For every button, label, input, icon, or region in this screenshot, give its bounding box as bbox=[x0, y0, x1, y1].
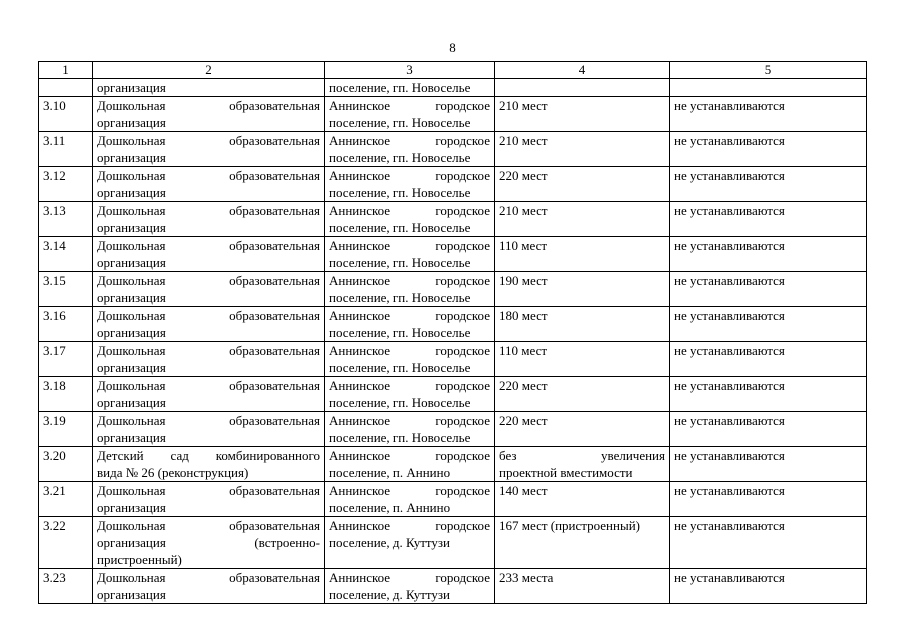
row-number: 3.11 bbox=[39, 132, 93, 167]
protection-zone-line: не устанавливаются bbox=[674, 413, 785, 428]
facility-location-line: Аннинское городское bbox=[329, 448, 490, 463]
facility-location bbox=[325, 377, 495, 412]
facility-capacity-line: 210 мест bbox=[499, 98, 548, 113]
protection-zone-line: не устанавливаются bbox=[674, 378, 785, 393]
facility-capacity bbox=[495, 412, 670, 447]
table-row bbox=[39, 167, 867, 202]
facility-location bbox=[325, 79, 495, 97]
row-number: 3.13 bbox=[39, 202, 93, 237]
facility-capacity-line: 220 мест bbox=[499, 413, 548, 428]
facility-name-line: Дошкольная образовательная bbox=[97, 483, 320, 498]
protection-zone bbox=[670, 202, 867, 237]
facility-location bbox=[325, 342, 495, 377]
facility-capacity-line: 180 мест bbox=[499, 308, 548, 323]
facility-name-line: Дошкольная образовательная bbox=[97, 343, 320, 358]
facility-location-line: поселение, гп. Новоселье bbox=[329, 395, 471, 410]
facility-name bbox=[93, 569, 325, 604]
facility-location bbox=[325, 132, 495, 167]
facility-name-line: организация bbox=[97, 115, 166, 130]
table-row bbox=[39, 272, 867, 307]
facility-capacity bbox=[495, 447, 670, 482]
table-row bbox=[39, 342, 867, 377]
column-number-4: 4 bbox=[495, 62, 670, 79]
facility-name-line: Дошкольная образовательная bbox=[97, 308, 320, 323]
facility-capacity bbox=[495, 377, 670, 412]
protection-zone-line: не устанавливаются bbox=[674, 483, 785, 498]
facility-name bbox=[93, 167, 325, 202]
facility-name-line: вида № 26 (реконструкция) bbox=[97, 465, 249, 480]
facility-location-line: Аннинское городское bbox=[329, 413, 490, 428]
facility-name bbox=[93, 272, 325, 307]
facility-capacity bbox=[495, 482, 670, 517]
facility-capacity bbox=[495, 237, 670, 272]
facility-capacity bbox=[495, 132, 670, 167]
facility-location bbox=[325, 237, 495, 272]
protection-zone bbox=[670, 342, 867, 377]
table-row bbox=[39, 237, 867, 272]
protection-zone-line: не устанавливаются bbox=[674, 168, 785, 183]
facility-capacity-line: 210 мест bbox=[499, 203, 548, 218]
facility-location bbox=[325, 97, 495, 132]
facility-location bbox=[325, 167, 495, 202]
facility-location-line: Аннинское городское bbox=[329, 343, 490, 358]
facility-name-line: организация bbox=[97, 255, 166, 270]
facility-location-line: Аннинское городское bbox=[329, 238, 490, 253]
facility-location-line: поселение, гп. Новоселье bbox=[329, 255, 471, 270]
table-row bbox=[39, 569, 867, 604]
facility-name-line: Дошкольная образовательная bbox=[97, 168, 320, 183]
facility-capacity bbox=[495, 342, 670, 377]
protection-zone bbox=[670, 97, 867, 132]
column-number-5: 5 bbox=[670, 62, 867, 79]
facility-location-line: поселение, гп. Новоселье bbox=[329, 220, 471, 235]
page-number: 8 bbox=[449, 40, 456, 55]
protection-zone bbox=[670, 272, 867, 307]
facility-name-line: Дошкольная образовательная bbox=[97, 273, 320, 288]
row-number: 3.23 bbox=[39, 569, 93, 604]
facility-capacity bbox=[495, 79, 670, 97]
facility-capacity bbox=[495, 97, 670, 132]
facility-location bbox=[325, 482, 495, 517]
facility-location-line: поселение, гп. Новоселье bbox=[329, 115, 471, 130]
facility-location-line: Аннинское городское bbox=[329, 98, 490, 113]
facility-capacity-line: 220 мест bbox=[499, 378, 548, 393]
facility-name bbox=[93, 412, 325, 447]
table-row bbox=[39, 412, 867, 447]
protection-zone-line: не устанавливаются bbox=[674, 238, 785, 253]
row-number: 3.22 bbox=[39, 517, 93, 569]
facility-location-line: поселение, гп. Новоселье bbox=[329, 325, 471, 340]
facility-location-line: поселение, п. Аннино bbox=[329, 465, 451, 480]
row-number: 3.15 bbox=[39, 272, 93, 307]
facility-capacity bbox=[495, 517, 670, 569]
table-row bbox=[39, 517, 867, 569]
facility-capacity bbox=[495, 202, 670, 237]
facility-name-line: Дошкольная образовательная bbox=[97, 203, 320, 218]
facility-location-line: Аннинское городское bbox=[329, 518, 490, 533]
facility-name-line: Дошкольная образовательная bbox=[97, 133, 320, 148]
facility-capacity-line: без увеличения bbox=[499, 448, 665, 463]
facility-name bbox=[93, 202, 325, 237]
facility-capacity-line: 140 мест bbox=[499, 483, 548, 498]
facility-name-line: организация bbox=[97, 395, 166, 410]
facility-name bbox=[93, 79, 325, 97]
facilities-table bbox=[38, 61, 867, 604]
facility-capacity-line: 110 мест bbox=[499, 343, 548, 358]
facility-name-line: Детский сад комбинированного bbox=[97, 448, 320, 463]
facility-location-line: поселение, д. Куттузи bbox=[329, 535, 451, 550]
facility-location-line: Аннинское городское bbox=[329, 308, 490, 323]
protection-zone-line: не устанавливаются bbox=[674, 203, 785, 218]
facility-name-line: организация (встроенно- bbox=[97, 535, 320, 550]
facility-name-line: Дошкольная образовательная bbox=[97, 238, 320, 253]
protection-zone bbox=[670, 132, 867, 167]
facility-location-line: поселение, гп. Новоселье bbox=[329, 185, 471, 200]
protection-zone-line: не устанавливаются bbox=[674, 308, 785, 323]
facility-location-line: Аннинское городское bbox=[329, 570, 490, 585]
facility-name bbox=[93, 307, 325, 342]
table-row bbox=[39, 377, 867, 412]
facility-capacity-line: 233 места bbox=[499, 570, 554, 585]
protection-zone bbox=[670, 79, 867, 97]
row-number: 3.12 bbox=[39, 167, 93, 202]
facility-name bbox=[93, 237, 325, 272]
facility-location-line: Аннинское городское bbox=[329, 203, 490, 218]
facility-name bbox=[93, 342, 325, 377]
protection-zone bbox=[670, 412, 867, 447]
facility-capacity bbox=[495, 272, 670, 307]
column-number-row bbox=[39, 62, 867, 79]
protection-zone bbox=[670, 167, 867, 202]
facility-location-line: поселение, гп. Новоселье bbox=[329, 150, 471, 165]
row-number: 3.16 bbox=[39, 307, 93, 342]
facility-name bbox=[93, 447, 325, 482]
facility-location-line: Аннинское городское bbox=[329, 168, 490, 183]
facility-name-line: Дошкольная образовательная bbox=[97, 518, 320, 533]
column-number-2: 2 bbox=[93, 62, 325, 79]
facility-location bbox=[325, 412, 495, 447]
facility-location bbox=[325, 517, 495, 569]
facility-location-line: Аннинское городское bbox=[329, 273, 490, 288]
protection-zone-line: не устанавливаются bbox=[674, 570, 785, 585]
table-row bbox=[39, 132, 867, 167]
facility-location bbox=[325, 447, 495, 482]
facility-name-line: Дошкольная образовательная bbox=[97, 570, 320, 585]
facility-name-line: Дошкольная образовательная bbox=[97, 378, 320, 393]
facility-location-line: поселение, гп. Новоселье bbox=[329, 360, 471, 375]
facility-name-line: пристроенный) bbox=[97, 552, 182, 567]
table-row bbox=[39, 97, 867, 132]
table-row bbox=[39, 482, 867, 517]
row-number: 3.14 bbox=[39, 237, 93, 272]
facility-capacity-line: 220 мест bbox=[499, 168, 548, 183]
row-number: 3.10 bbox=[39, 97, 93, 132]
facility-name-line: организация bbox=[97, 500, 166, 515]
facility-name-line: организация bbox=[97, 185, 166, 200]
protection-zone bbox=[670, 569, 867, 604]
facility-capacity-line: 210 мест bbox=[499, 133, 548, 148]
protection-zone-line: не устанавливаются bbox=[674, 448, 785, 463]
protection-zone-line: не устанавливаются bbox=[674, 343, 785, 358]
row-number: 3.20 bbox=[39, 447, 93, 482]
facility-capacity-line: проектной вместимости bbox=[499, 465, 633, 480]
facility-capacity bbox=[495, 167, 670, 202]
facility-name-line: организация bbox=[97, 430, 166, 445]
facility-location-line: поселение, п. Аннино bbox=[329, 500, 451, 515]
facility-location-line: поселение, гп. Новоселье bbox=[329, 80, 471, 95]
protection-zone bbox=[670, 237, 867, 272]
facility-location bbox=[325, 202, 495, 237]
continuation-row bbox=[39, 79, 867, 97]
facility-name-line: организация bbox=[97, 325, 166, 340]
facility-name bbox=[93, 482, 325, 517]
facility-location bbox=[325, 569, 495, 604]
protection-zone bbox=[670, 307, 867, 342]
table-row bbox=[39, 447, 867, 482]
column-number-3: 3 bbox=[325, 62, 495, 79]
facility-name-line: Дошкольная образовательная bbox=[97, 98, 320, 113]
facility-name bbox=[93, 97, 325, 132]
facility-name-line: Дошкольная образовательная bbox=[97, 413, 320, 428]
facility-name bbox=[93, 377, 325, 412]
column-number-1: 1 bbox=[39, 62, 93, 79]
table-body bbox=[39, 62, 867, 604]
protection-zone bbox=[670, 482, 867, 517]
facility-location-line: поселение, гп. Новоселье bbox=[329, 290, 471, 305]
table-row bbox=[39, 202, 867, 237]
facility-name bbox=[93, 132, 325, 167]
facility-capacity-line: 167 мест (пристроенный) bbox=[499, 518, 640, 533]
facility-name-line: организация bbox=[97, 587, 166, 602]
facility-capacity-line: 110 мест bbox=[499, 238, 548, 253]
facility-location bbox=[325, 272, 495, 307]
facility-name-line: организация bbox=[97, 80, 166, 95]
facility-capacity bbox=[495, 569, 670, 604]
protection-zone bbox=[670, 447, 867, 482]
table-row bbox=[39, 307, 867, 342]
facility-location-line: Аннинское городское bbox=[329, 133, 490, 148]
facility-name-line: организация bbox=[97, 150, 166, 165]
facility-name-line: организация bbox=[97, 360, 166, 375]
facility-location bbox=[325, 307, 495, 342]
facility-location-line: Аннинское городское bbox=[329, 483, 490, 498]
facility-location-line: поселение, гп. Новоселье bbox=[329, 430, 471, 445]
protection-zone-line: не устанавливаются bbox=[674, 518, 785, 533]
facility-name-line: организация bbox=[97, 290, 166, 305]
facility-capacity bbox=[495, 307, 670, 342]
row-number: 3.17 bbox=[39, 342, 93, 377]
protection-zone bbox=[670, 377, 867, 412]
row-number bbox=[39, 79, 93, 97]
protection-zone bbox=[670, 517, 867, 569]
row-number: 3.18 bbox=[39, 377, 93, 412]
facility-capacity-line: 190 мест bbox=[499, 273, 548, 288]
facility-name-line: организация bbox=[97, 220, 166, 235]
protection-zone-line: не устанавливаются bbox=[674, 273, 785, 288]
protection-zone-line: не устанавливаются bbox=[674, 133, 785, 148]
facility-location-line: поселение, д. Куттузи bbox=[329, 587, 451, 602]
row-number: 3.21 bbox=[39, 482, 93, 517]
facility-name bbox=[93, 517, 325, 569]
row-number: 3.19 bbox=[39, 412, 93, 447]
protection-zone-line: не устанавливаются bbox=[674, 98, 785, 113]
facility-location-line: Аннинское городское bbox=[329, 378, 490, 393]
